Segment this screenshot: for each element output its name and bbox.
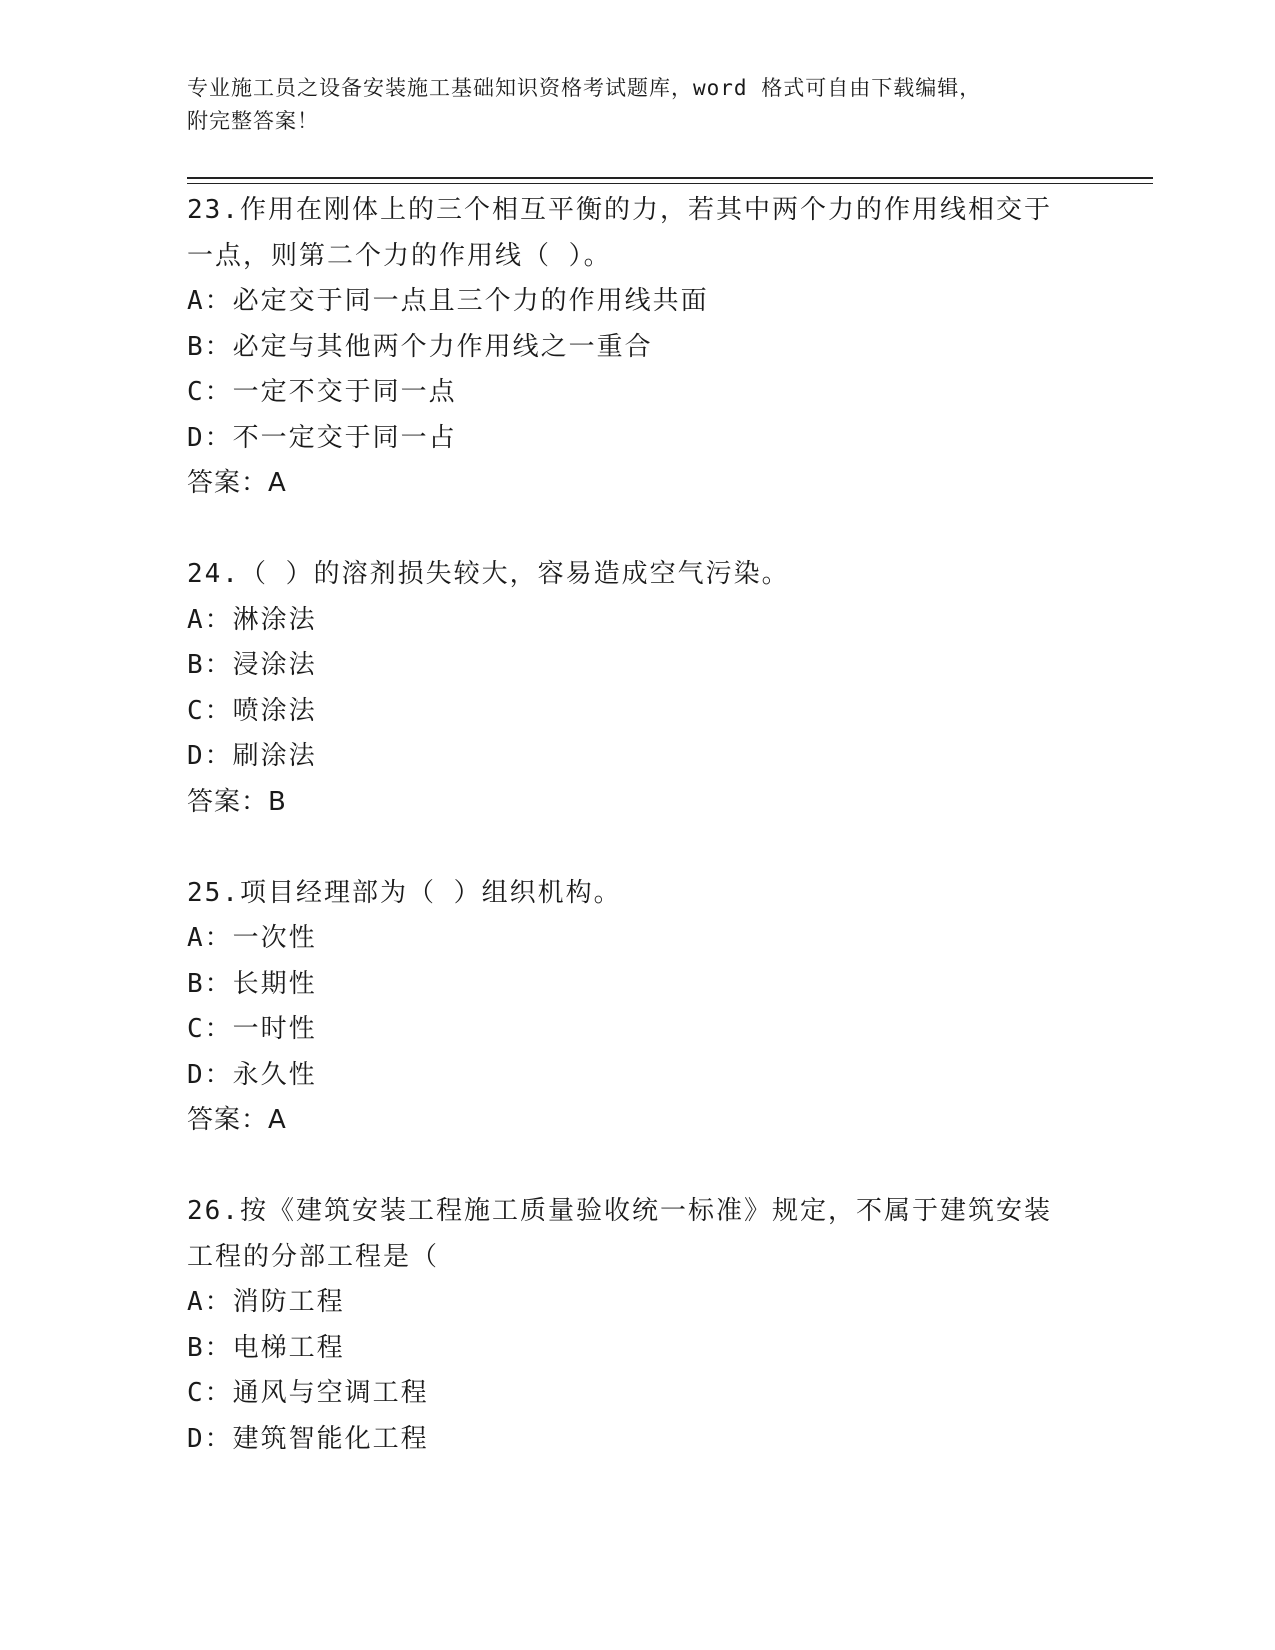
option-b: B：必定与其他两个力作用线之一重合 [187,331,653,362]
document-header [187,72,1067,138]
option-b: B：电梯工程 [187,1332,345,1363]
answer-label: 答案：A [187,1105,287,1135]
header-line-2: 附完整答案！ [187,109,319,133]
option-d: D：刷涂法 [187,741,317,771]
question-26 [187,1189,1087,1462]
option-c: C：喷涂法 [187,695,317,726]
option-c: C：一时性 [187,1014,317,1044]
option-a: A：必定交于同一点且三个力的作用线共面 [187,286,709,316]
header-line-1: 专业施工员之设备安装施工基础知识资格考试题库，word 格式可自由下载编辑， [187,76,982,100]
question-24 [187,552,1087,825]
question-stem-line: 23.作用在刚体上的三个相互平衡的力，若其中两个力的作用线相交于 [187,195,1052,225]
option-d: D：建筑智能化工程 [187,1423,429,1454]
option-d: D：永久性 [187,1059,317,1090]
option-a: A：消防工程 [187,1287,345,1317]
question-25 [187,871,1087,1144]
question-stem-line: 工程的分部工程是（ [187,1241,440,1272]
spacer [187,1144,1087,1190]
option-c: C：一定不交于同一点 [187,377,457,407]
option-d: D：不一定交于同一占 [187,422,457,453]
spacer [187,825,1087,871]
question-stem-line: 24.（ ）的溶剂损失较大，容易造成空气污染。 [187,559,790,589]
option-a: A：淋涂法 [187,604,317,635]
spacer [187,507,1087,553]
option-b: B：浸涂法 [187,650,317,680]
header-divider-thin [187,183,1153,184]
option-b: B：长期性 [187,968,317,999]
header-divider-thick [187,177,1153,179]
question-stem-line: 25.项目经理部为（ ）组织机构。 [187,877,622,908]
option-c: C：通风与空调工程 [187,1378,429,1408]
question-stem-line: 一点，则第二个力的作用线（ ）。 [187,240,612,271]
question-stem-line: 26.按《建筑安装工程施工质量验收统一标准》规定，不属于建筑安装 [187,1196,1052,1226]
question-list [187,188,1087,1462]
question-23 [187,188,1087,507]
answer-label: 答案：B [187,786,287,817]
answer-label: 答案：A [187,468,287,498]
option-a: A：一次性 [187,923,317,953]
